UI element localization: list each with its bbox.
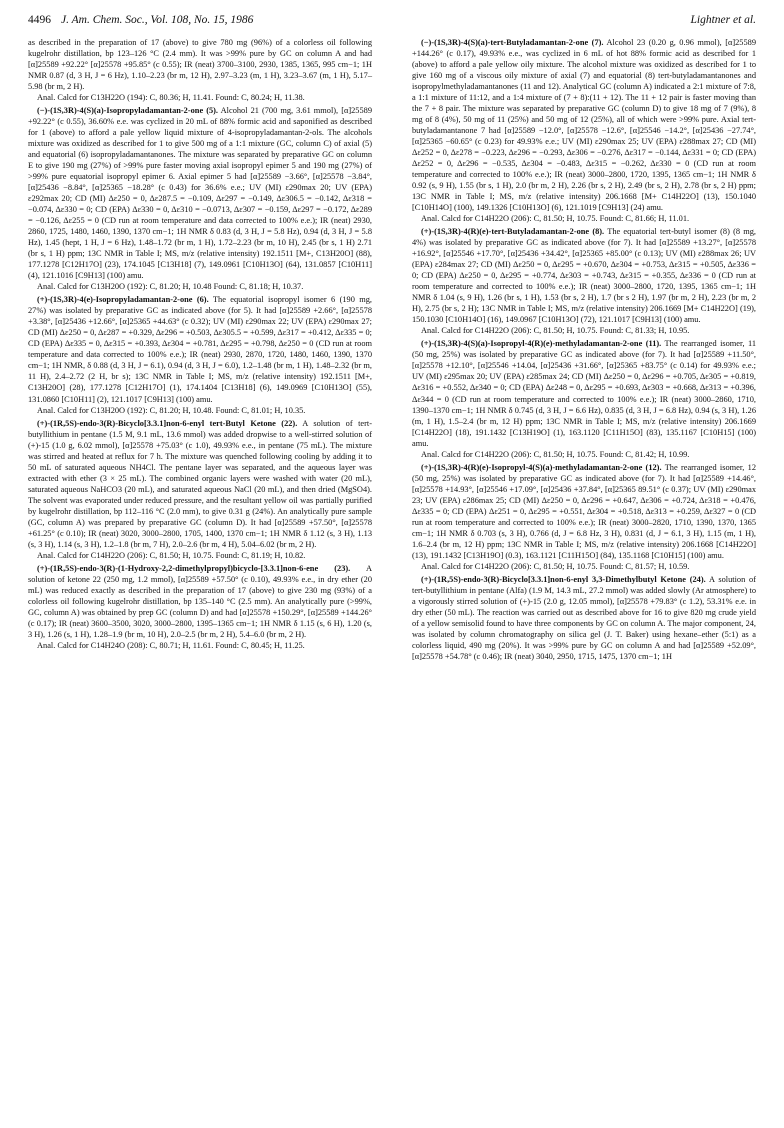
paragraph — [28, 640, 372, 651]
paragraph — [28, 92, 372, 103]
left-column — [28, 37, 372, 653]
paragraph — [28, 281, 372, 292]
paragraph — [412, 574, 756, 662]
paragraph — [28, 105, 372, 281]
paragraph — [28, 405, 372, 416]
paragraph-text: A solution of tert-butyllithium in pentane (Alfa) (1.9 M, 14.3 mL, 27.2 mmol) was added slowly (Ar atmosphere) to a vigorously stirred solution of (+)-15 (2.0 g, 12.05 mmol), [α]25578 +79.83° (c 1.2), 53.31% e.e. in dry ether (50 mL). The reaction was carried out as described above for 16 to give 820 mg crude yield of a yellow semisolid found to have three components by GC on column A. The major component, 24, was isolated by column chromatography on silica gel (J. T. Baker) using hexane–ether (5:1) as a colorless liquid, 490 mg (20%). It was >99% pure by GC on column A and had [α]25589 +52.09°, [α]25578 +54.78° (c 0.46); IR (neat) 3040, 2950, 1715, 1475, 1370 cm−1; 1H — [412, 574, 756, 661]
paragraph — [412, 37, 756, 213]
paragraph — [412, 325, 756, 336]
compound-heading: (+)-(1S,3R)-4(R)(e)-tert-Butyladamantan-2-one (8). — [421, 227, 605, 237]
paragraph-text: Alcohol 23 (0.20 g, 0.96 mmol), [α]25589 +144.26° (c 0.17), 49.93% e.e., was cyclized in 6 mL of hot 88% formic acid as described for 1 (above) to afford a pale yellow oily mixture. The alcohol mixture was oxidized as described for 1 to give 160 mg of a viscous oily mixture of axial (7) and equatorial (8) tert-butyladamantanones and isopropylmethyladamantanones (11 and 12). Analytical GC (column A) indicated a 2:1 mixture of 7:8, a 1:1 mixture of 11:12, and a 1:4 mixture of (7 + 8):(11 + 12). The 11 + 12 pair is faster moving than the 7 + 8 pair. The mixture was separated by preparative GC (column D) to give 18 mg of 7 (9%), 8 mg of 8 (4%), 50 mg of 11 (25%) and 50 mg of 12 (25%), all of which were >99% pure. Axial tert-butyladamantanone 7 had [α]25589 −12.0°, [α]25578 −12.6°, [α]25546 −14.2°, [α]25436 −27.74°, [α]25365 −60.65° (c 0.23) for 49.93% e.e.; UV (MI) ε290max 25; UV (EPA) ε288max 27; CD (MI) Δε252 = 0, Δε278 = −0.223, Δε296 = −0.293, Δε306 = −0.276, Δε317 = −0.144, Δε331 = 0; CD (EPA) Δε252 = 0, Δε296 = −0.535, Δε304 = −0.483, Δε315 = −0.262, Δε330 = 0 (CD run at room temperature and corrected to 100% e.e.); IR (neat) 3000–2800, 1720, 1395, 1365 cm−1; 1H NMR δ 0.92 (s, 9 H), 1.55 (br s, 1 H), 2.0 (br m, 2 H), 2.26 (br s, 2 H), 2.49 (br s, 2 H), 2.78 (br s, 2 H) ppm; 13C NMR in Table I; MS, m/z (relative intensity) 206.1668 [M+ C14H22O] (13), 150.1040 [C10H14O] (100), 149.1326 [C10H13O] (6), 121.1019 [C9H13] (24) amu. — [412, 38, 756, 213]
paragraph-text: Anal. Calcd for C14H22O (206): C, 81.50; H, 10.75. Found: C, 81.57; H, 10.59. — [421, 561, 690, 571]
paragraph-text: The equatorial tert-butyl isomer (8) (8 mg, 4%) was isolated by preparative GC as indicated above (for 7). It had [α]25589 +13.27°, [α]25578 +16.92°, [α]25546 +17.70°, [α]25436 +34.42°, [α]25365 +85.00° (c 0.13); UV (MI) ε288max 26; UV (EPA) ε284max 27; CD (MI) Δε250 = 0, Δε295 = +0.670, Δε304 = +0.753, Δε315 = +0.505, Δε336 = 0; CD (EPA) Δε250 = 0, Δε295 = +0.774, Δε303 = +0.743, Δε315 = +0.355, Δε336 = 0 (CD run at room temperature and corrected to 100% e.e.); IR (neat) 3000–2800, 1720, 1395, 1365 cm−1; 1H NMR δ 1.04 (s, 9 H), 1.26 (br s, 1 H), 1.53 (br s, 2 H), 1.7 (br s 2 H), 1.97 (br m, 2 H), 2.23 (br m, 2 H), 2.75 (br s, 2 H); 13C NMR in Table I; MS, m/z (relative intensity) 206.1669 [M+ C14H22O] (19), 150.1030 [C10H14O] (16), 149.0967 [C10H13O] (72), 121.1017 [C9H13] (100) amu. — [412, 227, 757, 325]
paragraph-text: Anal. Calcd for C13H20O (192): C, 81.20; H, 10.48. Found: C, 81.01; H, 10.35. — [37, 405, 306, 415]
paragraph — [412, 226, 756, 325]
compound-heading: (+)-(1R,5S)-endo-3(R)-(1-Hydroxy-2,2-dimethylpropyl)bicyclo-[3.3.1]non-6-ene (23). — [37, 563, 351, 573]
paragraph — [28, 418, 372, 550]
paragraph-text: The rearranged isomer, 11 (50 mg, 25%) was isolated by preparative GC as indicated above (for 7). It had [α]25589 +11.50°, [α]25578 +12.10°, [α]25546 +14.04, [α]25436 +31.66°, [α]25365 +83.75° (c 0.14) for 49.93% e.e.; UV (MI) ε295max 20; UV (EPA) ε285max 24; CD (MI) Δε250 = 0, Δε296 = +0.705, Δε305 = +0.819, Δε316 = +0.552, Δε340 = 0; CD (EPA) Δε248 = 0, Δε295 = +0.693, Δε303 = +0.668, Δε313 = +0.396, Δε344 = 0 (CD run at room temperature and corrected to 100% e.e.); IR (neat) 3000–2860, 1710, 1390–1370 cm−1; 1H NMR δ 0.745 (d, 3 H, J = 6.6 Hz), 0.835 (d, 3 H, J = 6.8 Hz), 0.94 (s, 3 H), 1.26 (m, 1 H), 1.5–2.4 (br m, 12 H) ppm; 13C NMR in Table I; MS, m/z (relative intensity) 206.1669 [C14H22O] (18), 191.1432 [C13H19O] (1), 163.1120 [C11H15O] (83), 135.1167 [C10H15] (100) amu. — [412, 339, 757, 448]
compound-heading: (+)-(1S,3R)-4(R)(e)-Isopropyl-4(S)(a)-methyladamantan-2-one (12). — [421, 462, 662, 472]
paragraph — [28, 37, 372, 92]
paragraph-text: Anal. Calcd for C14H22O (206): C, 81.50; H, 10.75. Found: C, 81.66; H, 11.01. — [421, 214, 690, 224]
paragraph-text: as described in the preparation of 17 (above) to give 780 mg (96%) of a colorless oil following kugelrohr distillation, bp 123–126 °C (2.4 mm). It was >99% pure by GC on column A and had [α]25589 +92.22° [α]25578 +95.85° (c 0.55); IR (neat) 3700–3100, 2930, 1385, 1365, 995 cm−1; 1H NMR 0.87 (d, 3 H, J = 6 Hz), 1.10–2.23 (br m, 12 H), 2.97–3.23 (m, 1 H), 3.23–3.67 (m, 1 H), 5.17–5.98 (br m, 2 H). — [28, 38, 372, 92]
compound-heading: (+)-(1R,5S)-endo-3(R)-Bicyclo[3.3.1]non-6-enyl 3,3-Dimethylbutyl Ketone (24). — [421, 574, 706, 584]
page-header — [28, 14, 756, 32]
paragraph — [412, 338, 756, 448]
compound-heading: (+)-(1S,3R)-4(e)-Isopropyladamantan-2-one (6). — [37, 295, 209, 305]
paragraph — [28, 550, 372, 561]
paragraph-text: Anal. Calcd for C14H22O (206): C, 81.50; H, 10.75. Found: C, 81.33; H, 10.95. — [421, 326, 690, 336]
paragraph — [412, 462, 756, 561]
paragraph — [412, 561, 756, 572]
right-column — [412, 37, 756, 662]
paragraph-text: Anal. Calcd for C13H20O (192): C, 81.20; H, 10.48 Found: C, 81.18; H, 10.37. — [37, 282, 304, 292]
paragraph — [412, 449, 756, 460]
paragraph-text: Alcohol 21 (700 mg, 3.61 mmol), [α]25589 +92.22° (c 0.55), 36.60% e.e. was cyclized in 20 mL of 88% formic acid and saponified as described for 1 (above) to afford a pale yellow liquid mixture of 4-isopropyladamantan-2-ols. The alcohols mixture was oxidized as described for 1 to give 500 mg of a 1:1 mixture (GC, column C) of axial (5) and equatorial (6) isopropyladamantanones. The mixture was separated by preparative GC on column E to give 190 mg (27%) of >99% pure faster moving axial isopropyl epimer 5 and 190 mg (27%) of >99% pure equatorial isopropyl epimer 6. Axial epimer 5 had [α]25589 −3.66°, [α]25578 −3.84°, [α]25436 −8.84°, [α]25365 −18.28° (c 0.43) for 36.6% e.e.; UV (MI) ε290max 20; UV (EPA) ε292max 20; CD (MI) Δε250 = 0, Δε287.5 = −0.109, Δε297 = −0.149, Δε306.5 = −0.142, Δε318 = −0.074, Δε330 = 0; CD (EPA) Δε330 = 0, Δε310 = −0.0713, Δε307 = −0.159, Δε297 = −0.172, Δε289 = −0.126, Δε255 = 0 (CD run at room temperature and data corrected to 100% e.e.); IR (neat) 2930, 2860, 1725, 1480, 1460, 1390, 1370 cm−1; 1H NMR δ 0.83 (d, 3 H, J = 5.8 Hz), 0.94 (d, 3 H, J = 5.8 Hz), 1.45 (hept, 1 H, J = 6 Hz), 1.48–1.72 (br m, 1 H), 1.72–2.23 (br m, 10 H), 2.45 (br s, 1 H) 2.71 (br s, 1 H) ppm; 13C NMR in Table I; MS, m/z (relative intensity) 192.1511 [M+, C13H20O] (88), 177.1278 [C12H17O] (23), 174.1045 [C13H18] (7), 149.0961 [C10H13O] (64), 131.0857 [C10H11] (4), 121.1016 [C9H13] (100) amu. — [28, 106, 372, 281]
paragraph-text: Anal. Calcd for C14H24O (208): C, 80.71; H, 11.61. Found: C, 80.45; H, 11.25. — [37, 640, 305, 650]
compound-heading: (+)-(1R,5S)-endo-3(R)-Bicyclo[3.3.1]non-6-enyl tert-Butyl Ketone (22). — [37, 418, 298, 428]
compound-heading: (+)-(1S,3R)-4(S)(a)-Isopropyl-4(R)(e)-methyladamantan-2-one (11). — [421, 339, 662, 349]
paragraph-text: The equatorial isopropyl isomer 6 (190 mg, 27%) was isolated by preparative GC as indicated above (for 5). It had [α]25589 +2.66°, [α]25578 +3.38°, [α]25436 +12.66°, [α]25365 +44.63° (c 0.32); UV (MI) ε290max 22; UV (EPA) ε290max 27; CD (MI) Δε250 = 0, Δε287 = +0.329, Δε296 = +0.503, Δε305.5 = +0.599, Δε317 = +0.412, Δε335 = 0; CD (EPA) Δε335 = 0, Δε315 = +0.393, Δε304 = +0.781, Δε295 = +0.798, Δε250 = 0 (CD run at room temperature and data corrected to 100% e.e.); IR (neat) 2930, 2870, 1720, 1480, 1460, 1390, 1370 cm−1; 1H NMR, δ 0.88 (d, 3 H, J = 6.1), 0.94 (d, 3 H, J = 6.0), 1.2–1.48 (br m, 1 H), 1.48–2.32 (br m, 11 H), 2.4–2.72 (2 H, br s); 13C NMR in Table I; MS, m/z (relative intensity) 192.1511 [M+, C13H20O] (28), 177.1278 [C12H17O] (1), 174.1404 [C13H18] (6), 149.0969 [C10H13O] (55), 131.0860 [C10H11] (2), 121.1017 [C9H13] (100) amu. — [28, 295, 372, 404]
paragraph-text: The rearranged isomer, 12 (50 mg, 25%) was isolated by preparative GC as indicated above (for 7). It had [α]25589 +14.46°, [α]25578 +14.93°, [α]25546 +17.09°, [α]25436 +37.84°, [α]25365 89.51° (c 0.37); UV (MI) ε290max 23; UV (EPA) ε286max 25; CD (MI) Δε250 = 0, Δε296 = +0.647, Δε306 = +0.724, Δε318 = +0.476, Δε335 = 0; CD (EPA) Δε251 = 0, Δε295 = +0.551, Δε304 = +0.518, Δε313 = +0.259, Δε327 = 0 (CD run at room temperature and corrected to 100% e.e.); IR (neat) 3000–2820, 1710, 1390, 1370, 1365 cm−1; 1H NMR δ 0.703 (s, 3 H), 0.766 (d, J = 6.8 Hz, 3 H), 0.831 (d, J = 6.1, 3 H), 1.15 (m, 1 H), 1.6–2.4 (br m, 12 H) ppm; 13C NMR in Table I; MS, m/z (relative intensity) 206.1668 [C14H22O] (13), 191.1432 [C13H19O] (0.3), 163.1121 [C11H15O] (84), 135.1168 [C10H15] (100) amu. — [412, 462, 757, 560]
compound-heading: (−)-(1S,3R)-4(S)(a)-Isopropyladamantan-2-one (5). — [37, 106, 219, 116]
paragraph — [28, 563, 372, 640]
paragraph-text: A solution of ketone 22 (250 mg, 1.2 mmol), [α]25589 +57.50° (c 0.10), 49.93% e.e., in dry ether (20 mL) was reduced exactly as described in the preparation of 17 (above) to give 230 mg (93%) of a colorless oil following kugelrohr distillation, bp 135–140 °C (2.5 mm). An analytically pure (>99%, GC, column A) was obtained by prep GC (column D) and had [α]25578 +150.29°, [α]25589 +144.26° (c 0.17); IR (neat) 3600–3500, 3020, 3000–2800, 1395–1365 cm−1; 1H NMR δ 1.15 (s, 6 H), 1.20 (s, 3 H), 1.26 (s, 1 H), 1.28–1.9 (br m, 10 H), 2.0–2.5 (br m, 2 H), 5.4–6.0 (br m, 2 H). — [28, 563, 372, 639]
paragraph-text: Anal. Calcd for C14H22O (206): C, 81.50; H, 10.75. Found: C, 81.19; H, 10.82. — [37, 550, 306, 560]
paragraph-text: A solution of tert-butyllithium in pentane (1.5 M, 9.1 mL, 13.6 mmol) was added dropwise to a well-stirred solution of (+)-15 (1.0 g, 6.02 mmol), [α]25578 +75.03° (c 1.0), 49.93% e.e., in pentane (75 mL). The mixture was stirred and heated at reflux for 7 h. The mixture was quenched following cooling by adding it to 50 mL of saturated aqueous NH4Cl. The pentane layer was separated, and the aqueous layer was extracted with ether (3 × 25 mL). The combined organic layers were washed with water (20 mL), saturated aqueous NaHCO3 (20 mL), and saturated aqueous NaCl (20 mL), and then dried (MgSO4). The solvent was evaporated under reduced pressure, and the resultant yellow oil was partially purified by kugelrohr distillation, bp 112–116 °C (2.0 mm), to give 0.31 g (24%). An analytically pure sample (GC, column A) was prepared by preparative GC (column D). It had [α]25589 +57.50°, [α]25578 +61.25° (c 0.10); IR (neat) 3020, 3000–2800, 1705, 1400, 1370 cm−1; 1H NMR δ 1.12 (s, 3 H), 1.13 (s, 3 H), 1.14 (s, 3 H), 1.2–1.8 (br m, 7 H), 2.0–2.6 (br m, 4 H), 5.04–6.02 (br m, 2 H). — [28, 418, 372, 549]
journal-citation: J. Am. Chem. Soc., Vol. 108, No. 15, 1986 — [61, 14, 254, 26]
compound-heading: (−)-(1S,3R)-4(S)(a)-tert-Butyladamantan-2-one (7). — [421, 38, 604, 47]
page-number: 4496 — [28, 14, 51, 26]
paragraph-text: Anal. Calcd for C14H22O (206): C, 81.50; H, 10.75. Found: C, 81.42; H, 10.99. — [421, 449, 690, 459]
paragraph-text: Anal. Calcd for C13H22O (194): C, 80.36; H, 11.41. Found: C, 80.24; H, 11.38. — [37, 93, 305, 103]
running-author: Lightner et al. — [690, 14, 756, 26]
header-left — [28, 14, 253, 32]
paragraph — [28, 294, 372, 404]
paragraph — [412, 213, 756, 224]
